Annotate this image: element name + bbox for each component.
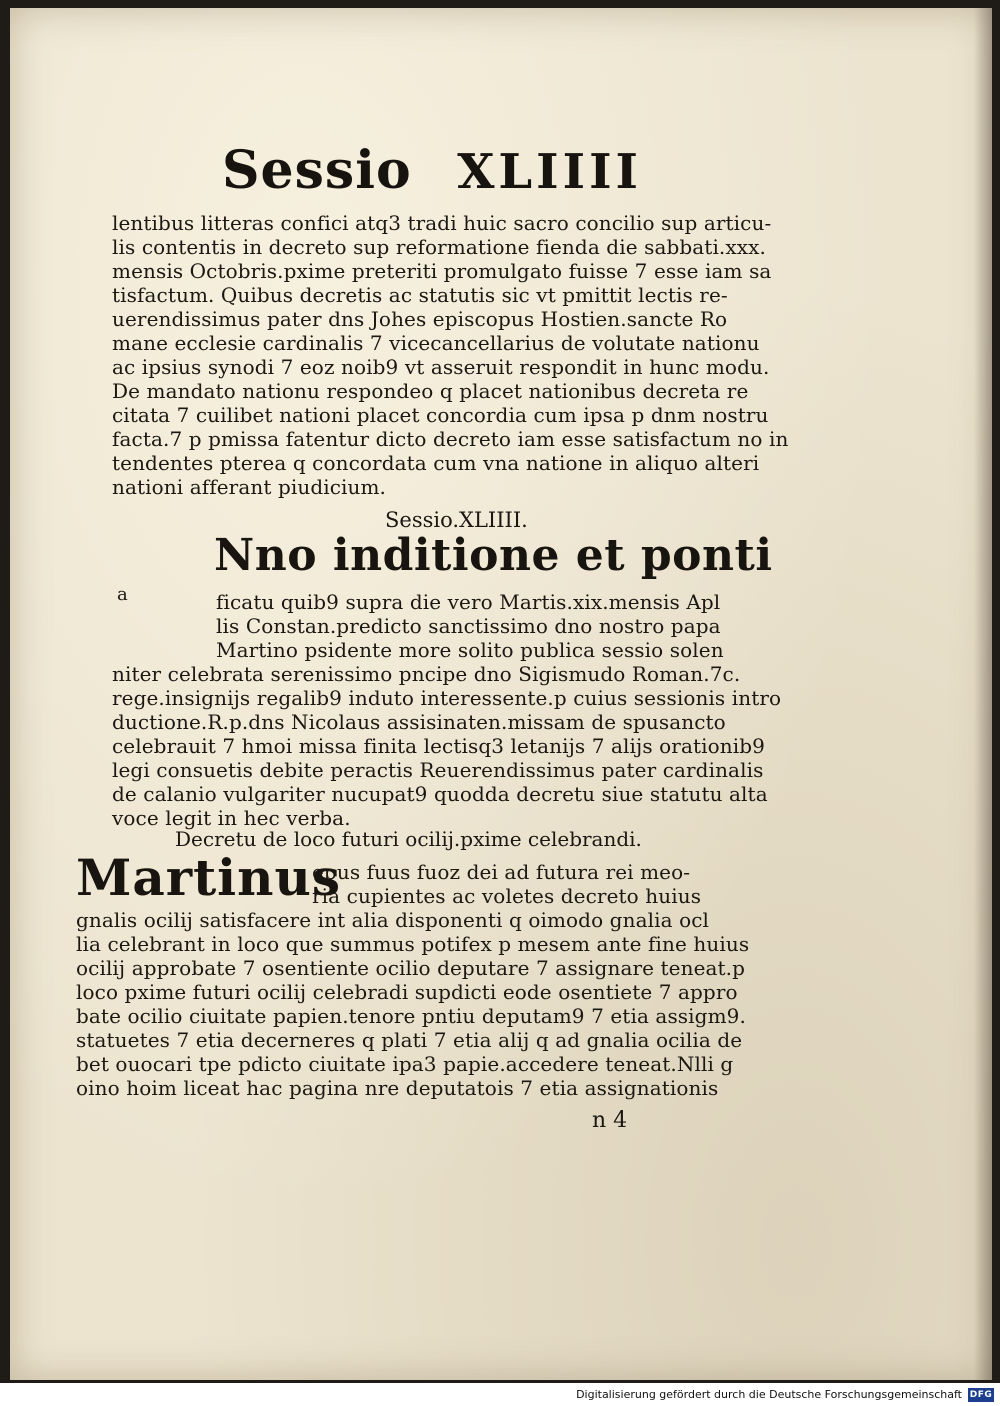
text-line: lis Constan.predicto sanctissimo dno nostro papa [216,614,721,638]
initial-line: Nno inditione et ponti [214,530,773,581]
text-line: bet ouocari tpe pdicto ciuitate ipa3 papie.accedere teneat.Nlli g [76,1052,734,1076]
text-line: citata 7 cuilibet nationi placet concordia cum ipsa p dnm nostru [112,403,769,427]
signature-mark: n 4 [592,1108,628,1133]
decree-heading: Decretu de loco futuri ocilij.pxime celebrandi. [175,827,642,851]
text-line: ac ipsius synodi 7 eoz noib9 vt asseruit respondit in hunc modu. [112,355,770,379]
text-line: epus fuus fuoz dei ad futura rei meo- [312,860,691,884]
text-line: niter celebrata serenissimo pncipe dno Sigismudo Roman.7c. [112,662,741,686]
footer-text: Digitalisierung gefördert durch die Deutsche Forschungsgemeinschaft [576,1388,962,1401]
running-head [222,140,642,210]
text-line: voce legit in hec verba. [112,806,351,830]
text-line: gnalis ocilij satisfacere int alia disponenti q oimodo gnalia ocl [76,908,710,932]
text-line: celebrauit 7 hmoi missa finita lectisq3 letanijs 7 alijs orationib9 [112,734,765,758]
section-heading: Sessio.XLIIII. [385,508,528,532]
text-line: loco pxime futuri ocilij celebradi supdicti eode osentiete 7 appro [76,980,738,1004]
text-line: uerendissimus pater dns Johes episcopus Hostien.sancte Ro [112,307,728,331]
text-line: mensis Octobris.pxime preteriti promulgato fuisse 7 esse iam sa [112,259,772,283]
text-line: lia celebrant in loco que summus potifex p mesem ante fine huius [76,932,750,956]
dfg-logo: DFG [969,1389,993,1400]
text-line: de calanio vulgariter nucupat9 quodda decretu siue statutu alta [112,782,768,806]
text-line: lis contentis in decreto sup reformatione fienda die sabbati.xxx. [112,235,766,259]
margin-note: a [117,584,128,605]
martinus-initial: Martinus [76,848,342,907]
text-line: nationi afferant piudicium. [112,475,387,499]
text-line: statuetes 7 etia decerneres q plati 7 etia alij q ad gnalia ocilia de [76,1028,743,1052]
text-line: rege.insignijs regalib9 induto interessente.p cuius sessionis intro [112,686,782,710]
text-line: oino hoim liceat hac pagina nre deputatois 7 etia assignationis [76,1076,719,1100]
text-line: De mandato nationu respondeo q placet nationibus decreta re [112,379,749,403]
text-line: ria cupientes ac voletes decreto huius [312,884,702,908]
running-head-word: Sessio [222,140,412,201]
text-line: ficatu quib9 supra die vero Martis.xix.mensis Apl [216,590,721,614]
text-line: tendentes pterea q concordata cum vna natione in aliquo alteri [112,451,760,475]
text-line: ductione.R.p.dns Nicolaus assisinaten.missam de spusancto [112,710,726,734]
text-line: ocilij approbate 7 osentiente ocilio deputare 7 assignare teneat.p [76,956,746,980]
text-line: facta.7 p pmissa fatentur dicto decreto iam esse satisfactum no in [112,427,789,451]
text-line: lentibus litteras confici atq3 tradi huic sacro concilio sup articu- [112,211,772,235]
text-line: tisfactum. Quibus decretis ac statutis sic vt pmittit lectis re- [112,283,728,307]
text-line: mane ecclesie cardinalis 7 vicecancellarius de volutate nationu [112,331,760,355]
text-line: legi consuetis debite peractis Reuerendissimus pater cardinalis [112,758,764,782]
running-head-number: XLIIII [457,144,642,200]
footer-bar [0,1383,1000,1406]
page-edge-shadow [974,8,992,1380]
text-line: bate ocilio ciuitate papien.tenore pntiu deputam9 7 etia assigm9. [76,1004,746,1028]
text-line: Martino psidente more solito publica sessio solen [216,638,724,662]
